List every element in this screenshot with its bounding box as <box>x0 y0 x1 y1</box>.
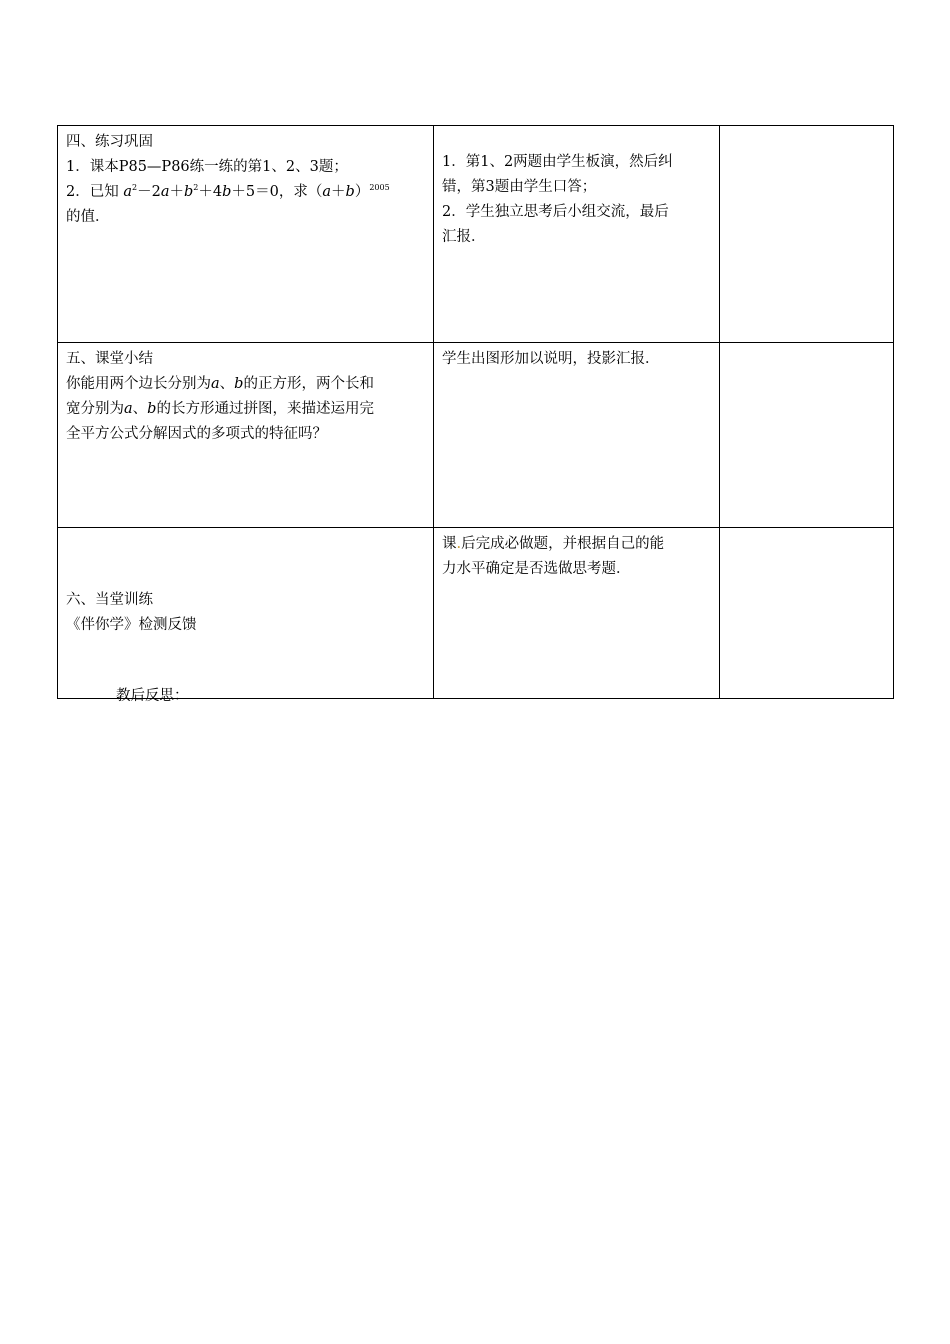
exponent: 2 <box>193 183 199 193</box>
var-a: a <box>124 401 133 417</box>
activity-line: 学生出图形加以说明，投影汇报． <box>442 351 660 367</box>
training-cell <box>58 528 434 699</box>
var-a: a <box>123 184 132 200</box>
exercise-cell <box>58 126 434 343</box>
reflection-label: 教后反思： <box>116 688 189 704</box>
notes-cell <box>720 528 894 699</box>
summary-cell <box>58 343 434 528</box>
summary-line <box>66 372 427 397</box>
exercise-item-2 <box>66 180 427 205</box>
table-row <box>58 528 894 699</box>
activity-line: 错，第3题由学生口答； <box>442 179 597 195</box>
text-segment: 的长方形通过拼图，来描述运用完 <box>156 401 374 417</box>
activity-cell <box>434 126 720 343</box>
notes-cell <box>720 126 894 343</box>
exercise-item-2-tail: 的值． <box>66 209 110 225</box>
exponent: 2 <box>132 183 138 193</box>
text-segment: ＋ <box>169 184 184 200</box>
text-segment: 宽分别为 <box>66 401 124 417</box>
notes-cell <box>720 343 894 528</box>
exponent: 2005 <box>369 183 390 193</box>
text-segment: 2．已知 <box>66 184 119 200</box>
table-row <box>58 126 894 343</box>
text-segment: 的正方形，两个长和 <box>243 376 374 392</box>
activity-line: 力水平确定是否选做思考题． <box>442 561 631 577</box>
activity-line: 2．学生独立思考后小组交流，最后 <box>442 204 669 220</box>
activity-cell <box>434 528 720 699</box>
section-title: 五、课堂小结 <box>66 351 153 367</box>
var-a: a <box>160 184 170 200</box>
lesson-plan-table <box>57 125 894 699</box>
activity-line: 1．第1、2两题由学生板演，然后纠 <box>442 154 673 170</box>
text-segment: ＋5＝0，求（ <box>231 184 323 200</box>
summary-line: 全平方公式分解因式的多项式的特征吗？ <box>66 426 327 442</box>
var-b: b <box>234 376 244 392</box>
text-segment: 、 <box>132 401 148 417</box>
text-segment: ＋ <box>331 184 346 200</box>
activity-cell <box>434 343 720 528</box>
text-segment: 课 <box>442 536 457 552</box>
exercise-item-1: 1．课本P85—P86练一练的第1、2、3题； <box>66 159 348 175</box>
table-row <box>58 343 894 528</box>
var-a: a <box>211 376 220 392</box>
text-segment: 后完成必做题，并根据自己的能 <box>461 536 665 552</box>
text-segment: －2 <box>137 184 161 200</box>
text-segment: 、 <box>219 376 235 392</box>
text-segment: ） <box>354 184 370 200</box>
section-title: 四、练习巩固 <box>66 134 153 150</box>
activity-line <box>442 532 713 557</box>
section-title: 六、当堂训练 <box>66 592 153 608</box>
text-segment: 你能用两个边长分别为 <box>66 376 211 392</box>
training-line: 《伴你学》检测反馈 <box>66 617 197 633</box>
var-b: b <box>183 184 194 200</box>
summary-line <box>66 397 427 422</box>
var-b: b <box>147 401 157 417</box>
var-a: a <box>322 184 332 200</box>
var-b: b <box>222 184 232 200</box>
text-segment: ＋4 <box>198 184 223 200</box>
var-b: b <box>345 184 355 200</box>
dot-mark: . <box>456 536 462 552</box>
activity-line: 汇报． <box>442 229 486 245</box>
